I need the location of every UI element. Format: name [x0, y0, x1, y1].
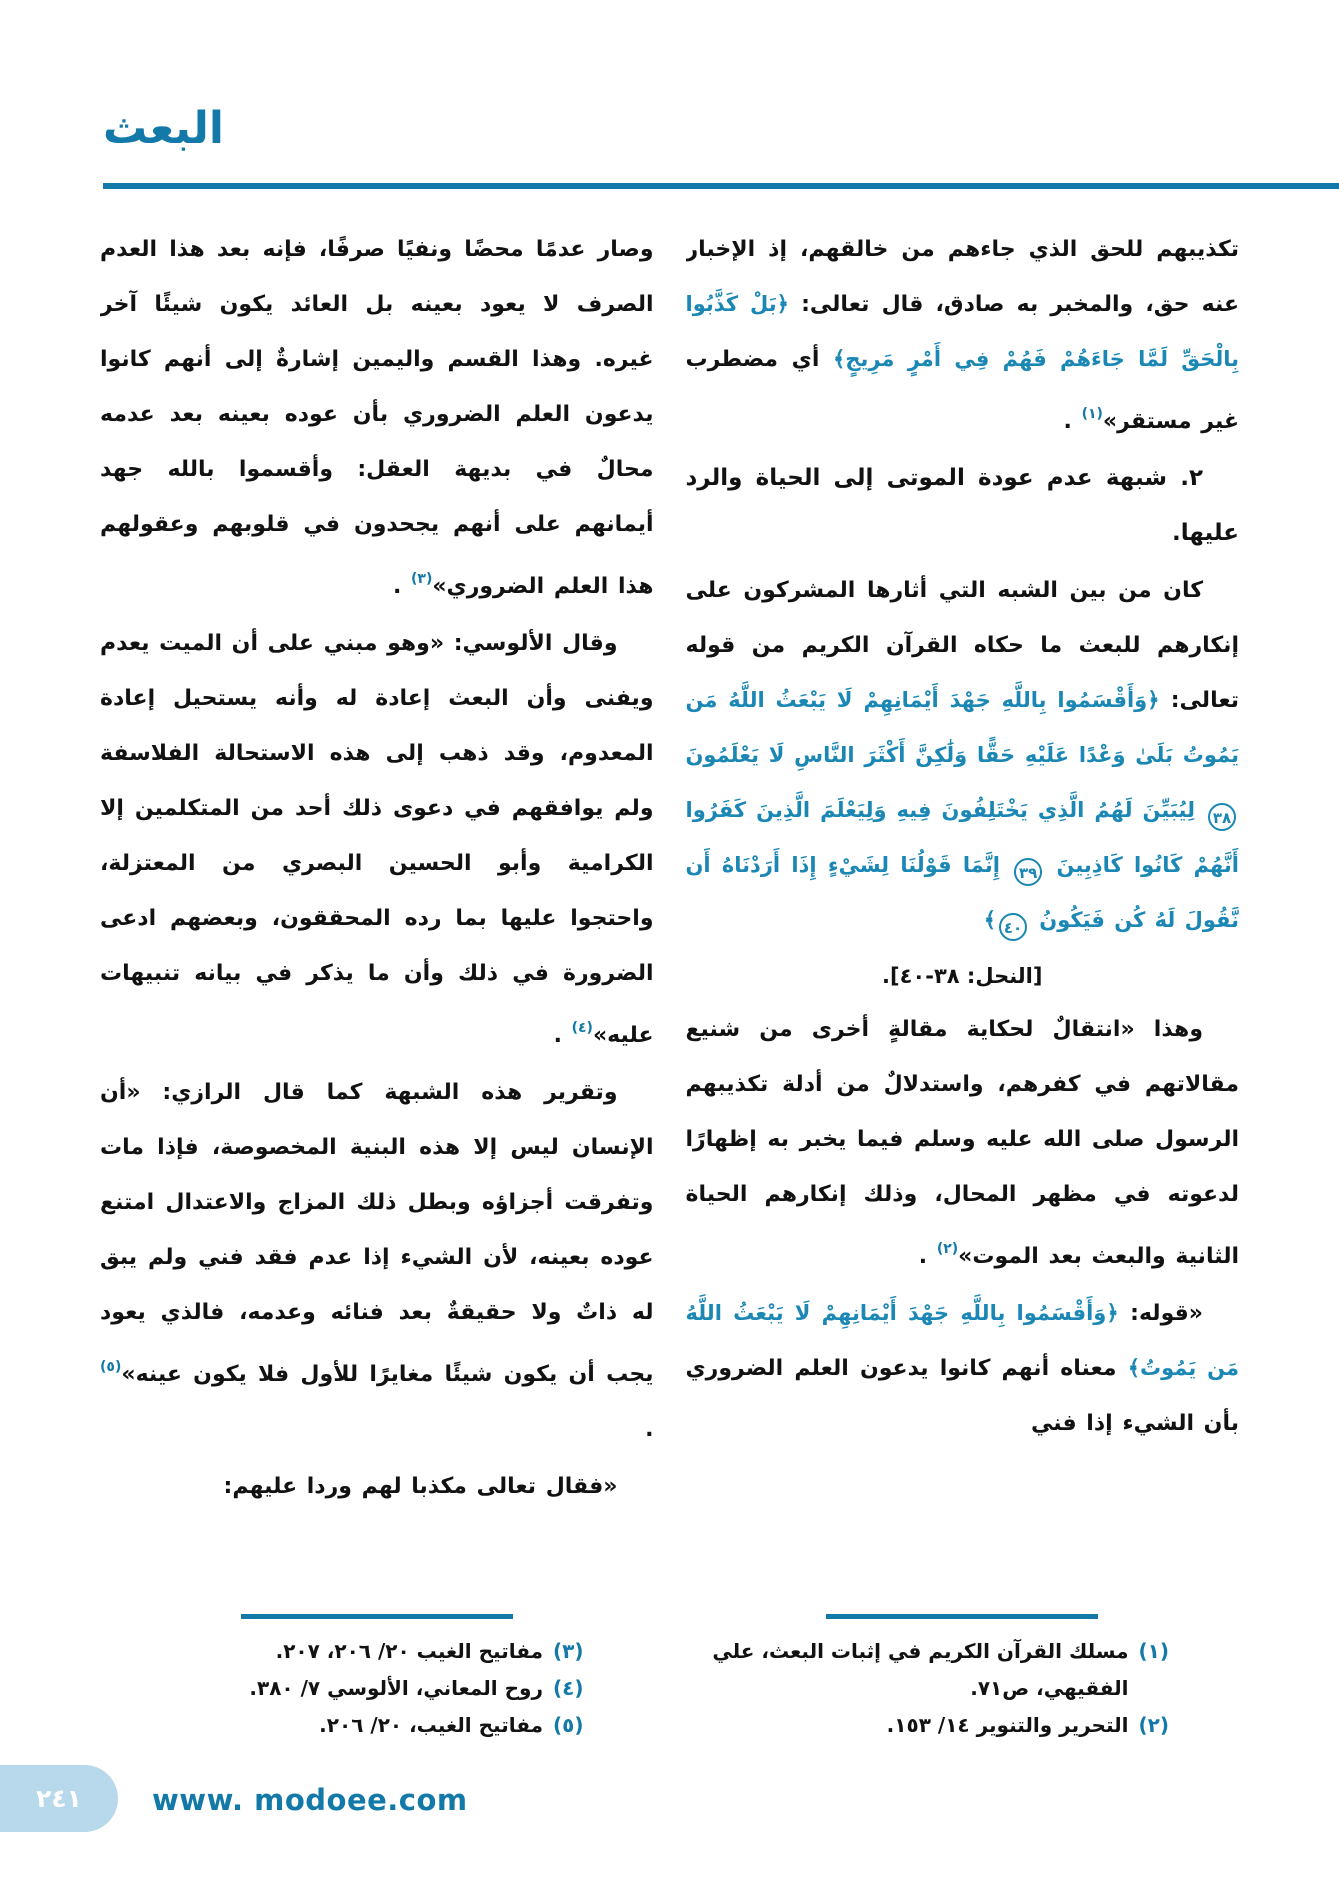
- section-heading: [686, 451, 1240, 561]
- quran-text: ﴿وَأَقْسَمُوا بِاللَّهِ جَهْدَ أَيْمَانِهِمْ لَا يَبْعَثُ اللَّهُ مَن يَمُوتُ﴾: [685, 1301, 1239, 1380]
- header-rule: [103, 183, 1339, 189]
- footnote: [100, 1707, 584, 1744]
- quran-text: لِيُبَيِّنَ لَهُمُ الَّذِي يَخْتَلِفُونَ فِيهِ وَلِيَعْلَمَ الَّذِينَ كَفَرُوا أَنَّهُمْ كَانُوا كَاذِبِينَ: [685, 798, 1239, 877]
- footnote: [100, 1670, 584, 1707]
- quran-text: ﴾: [983, 908, 996, 932]
- footnote-text: التحرير والتنوير ١٤/ ١٥٣.: [886, 1713, 1129, 1737]
- paragraph: [100, 616, 654, 1063]
- footnote-ref: (٣): [410, 571, 433, 587]
- footnote-number: (١): [1138, 1639, 1169, 1663]
- paragraph: [686, 222, 1240, 449]
- text-run: «قوله:: [1118, 1301, 1203, 1326]
- footnote-separator: [826, 1614, 1098, 1619]
- text-run: وهذا «انتقالٌ لحكاية مقالةٍ أخرى من شنيع مقالاتهم في كفرهم، واستدلالٌ من أدلة تكذيبهم الرسول صلى الله عليه وسلم فيما يخبر به إظهارًا لدعوته في مظهر المحال، وذلك إنكارهم الحياة الثانية والبعث بعد الموت»: [685, 1017, 1239, 1269]
- paragraph: [100, 222, 654, 614]
- page-title: البعث: [103, 103, 224, 154]
- text-run: وتقرير هذه الشبهة كما قال الرازي: «أن الإنسان ليس إلا هذه البنية المخصوصة، فإذا مات وتفرقت أجزاؤه وبطل ذلك المزاج والاعتدال امتنع عوده بعينه، لأن الشيء إذا عدم فقد فني ولم يبق له ذاتٌ ولا حقيقةٌ بعد فنائه وعدمه، فالذي يعود يجب أن يكون شيئًا مغايرًا للأول فلا يكون عينه»: [100, 1080, 654, 1387]
- quran-text: إِنَّمَا قَوْلُنَا لِشَيْءٍ إِذَا أَرَدْنَاهُ أَن نَّقُولَ لَهُ كُن فَيَكُونُ: [685, 853, 1239, 932]
- footnote: [686, 1633, 1170, 1707]
- quran-text: ﴿وَأَقْسَمُوا بِاللَّهِ جَهْدَ أَيْمَانِهِمْ لَا يَبْعَثُ اللَّهُ مَن يَمُوتُ بَلَىٰ وَعْدًا عَلَيْهِ حَقًّا وَلَٰكِنَّ أَكْثَرَ النَّاسِ لَا يَعْلَمُونَ: [685, 688, 1239, 767]
- footnote-text: مفاتيح الغيب ٢٠/ ٢٠٦، ٢٠٧.: [275, 1639, 543, 1663]
- quran-text: ﴿بَلْ كَذَّبُوا بِالْحَقِّ لَمَّا جَاءَهُمْ فَهُمْ فِي أَمْرٍ مَرِيجٍ﴾: [685, 292, 1239, 371]
- text-run: أي مضطرب غير مستقر»: [685, 347, 1239, 434]
- footnote-number: (٢): [1138, 1713, 1169, 1737]
- footnote-number: (٤): [553, 1676, 584, 1700]
- footnote: [100, 1633, 584, 1670]
- footnotes-right: [686, 1633, 1240, 1744]
- text-run: وقال الألوسي: «وهو مبني على أن الميت يعدم ويفنى وأن البعث إعادة له وأنه يستحيل إعادة المعدوم، وقد ذهب إلى هذه الاستحالة الفلاسفة ولم يوافقهم في دعوى ذلك أحد من المتكلمين إلا الكرامية وأبو الحسين البصري من المعتزلة، واحتجوا عليها بما رده المحققون، وبعضهم ادعى الضرورة في ذلك وأن ما يذكر في بيانه تنبيهات عليه»: [100, 631, 654, 1048]
- text-run: «فقال تعالى مكذبا لهم وردا عليهم:: [223, 1474, 618, 1499]
- footnote-text: روح المعاني، الألوسي ٧/ ٣٨٠.: [249, 1676, 543, 1700]
- page-number-badge: [0, 1765, 118, 1832]
- paragraph: [686, 1002, 1240, 1284]
- footnote-text: مسلك القرآن الكريم في إثبات البعث، علي الفقيهي، ص٧١.: [712, 1639, 1129, 1700]
- text-run: .: [1063, 409, 1082, 434]
- ayah-number-badge: ٤٠: [999, 913, 1027, 941]
- column-right: [686, 222, 1240, 1746]
- text-run: ٢. شبهة عدم عودة الموتى إلى الحياة والرد عليها.: [685, 465, 1239, 546]
- paragraph: [100, 1065, 654, 1457]
- footnote: [686, 1707, 1170, 1744]
- column-left: [100, 222, 654, 1746]
- text-run: .: [553, 1023, 572, 1048]
- footnote-ref: (٥): [100, 1359, 122, 1375]
- footnote-ref: (١): [1081, 406, 1103, 422]
- paragraph: [100, 1459, 654, 1514]
- paragraph: [686, 563, 1240, 948]
- columns: [100, 222, 1239, 1746]
- text-run: .: [918, 1244, 937, 1269]
- text-run: كان من بين الشبه التي أثارها المشركون على إنكارهم للبعث ما حكاه القرآن الكريم من قوله تعالى:: [685, 578, 1239, 713]
- ayah-number-badge: ٣٨: [1208, 803, 1236, 831]
- footnote-number: (٥): [553, 1713, 584, 1737]
- ayah-number-badge: ٣٩: [1014, 858, 1042, 886]
- footnote-ref: (٤): [571, 1020, 593, 1036]
- verse-citation: [686, 950, 1240, 1002]
- footnotes-left: [100, 1633, 654, 1744]
- column-right-body: [686, 222, 1240, 1606]
- footnote-text: مفاتيح الغيب، ٢٠/ ٢٠٦.: [319, 1713, 543, 1737]
- footnote-separator: [241, 1614, 513, 1619]
- text-run: .: [392, 574, 411, 599]
- paragraph: [686, 1286, 1240, 1451]
- column-left-body: [100, 222, 654, 1606]
- text-run: وصار عدمًا محضًا ونفيًا صرفًا، فإنه بعد هذا العدم الصرف لا يعود بعينه بل العائد يكون شيئًا آخر غيره. وهذا القسم واليمين إشارةٌ إلى أنهم كانوا يدعون العلم الضروري بأن عوده بعينه بعد عدمه محالٌ في بديهة العقل: وأقسموا بالله جهد أيمانهم على أنهم يجحدون في قلوبهم وعقولهم هذا العلم الضروري»: [100, 237, 654, 599]
- text-run: معناه أنهم كانوا يدعون العلم الضروري بأن الشيء إذا فني: [685, 1356, 1239, 1436]
- page-number: ٢٤١: [36, 1784, 82, 1813]
- text-run: تكذيبهم للحق الذي جاءهم من خالقهم، إذ الإخبار عنه حق، والمخبر به صادق، قال تعالى:: [685, 237, 1239, 317]
- footnote-number: (٣): [553, 1639, 584, 1663]
- footnote-ref: (٢): [936, 1241, 959, 1257]
- website-link: www. modoee.com: [152, 1783, 468, 1817]
- text-run: .: [645, 1417, 654, 1442]
- text-run: [النحل: ٣٨-٤٠].: [882, 964, 1043, 988]
